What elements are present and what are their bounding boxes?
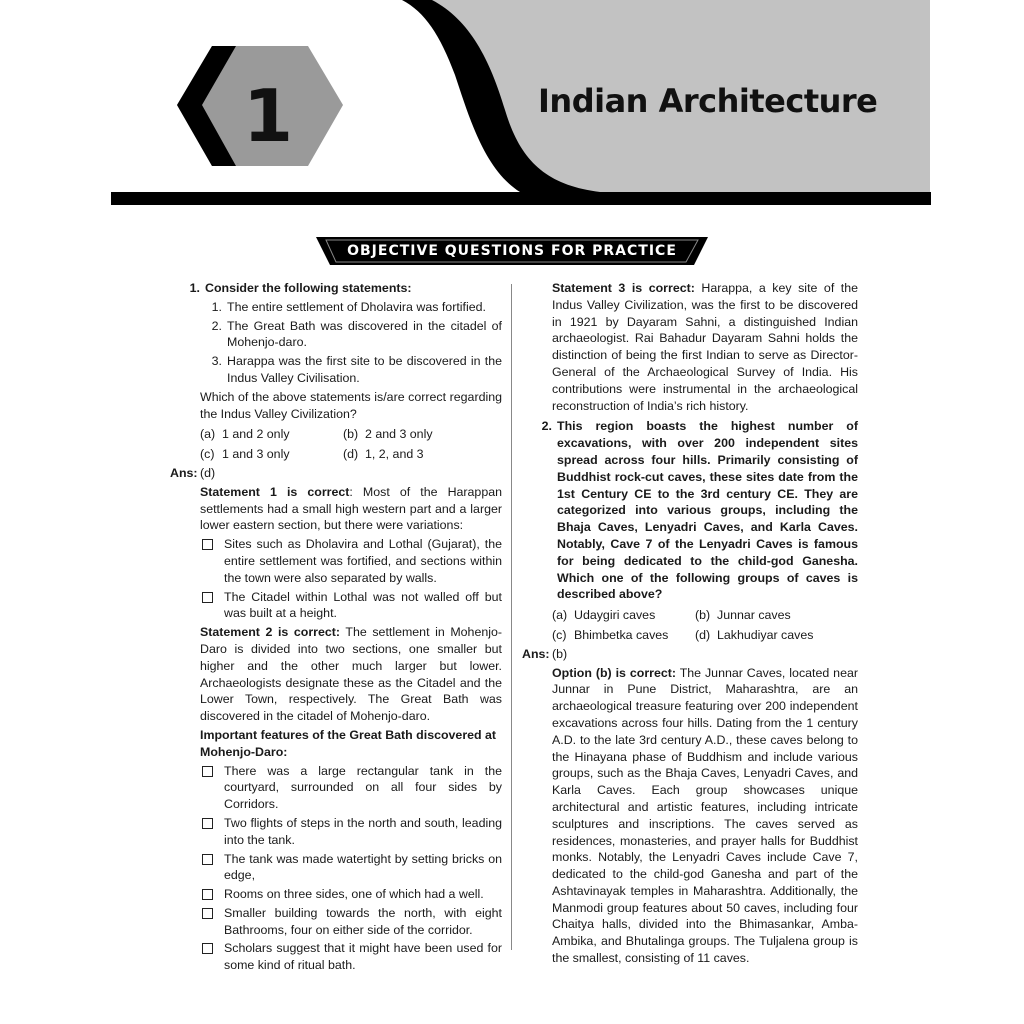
bullet-item: Rooms on three sides, one of which had a well. xyxy=(200,886,502,903)
checkbox-bullet-icon xyxy=(202,592,213,603)
answer xyxy=(522,646,858,663)
option-a: (a) 1 and 2 only xyxy=(200,427,290,442)
options xyxy=(200,426,502,463)
answer-value: (d) xyxy=(200,465,216,480)
right-column xyxy=(522,280,858,967)
bullet-item: The Citadel within Lothal was not walled off but was built at a height. xyxy=(200,589,502,623)
bullet-item: The tank was made watertight by setting bricks on edge, xyxy=(200,851,502,885)
option-b: (b) Junnar caves xyxy=(695,608,791,623)
option-d: (d) 1, 2, and 3 xyxy=(343,447,424,462)
bullet-item: Two flights of steps in the north and south, leading into the tank. xyxy=(200,815,502,849)
question-1 xyxy=(170,280,502,297)
question-number: 1. xyxy=(189,281,200,295)
question-2 xyxy=(522,418,858,603)
checkbox-bullet-icon xyxy=(202,818,213,829)
features-list xyxy=(200,763,502,975)
bullet-item: There was a large rectangular tank in the courtyard, surrounded on all four sides by Corridors. xyxy=(200,763,502,813)
statement-item: 2. The Great Bath was discovered in the citadel of Mohenjo-daro. xyxy=(211,318,502,350)
column-divider xyxy=(511,284,512,950)
question-text: Consider the following statements: xyxy=(205,281,412,295)
explanation-statement-3: Statement 3 is correct: Harappa, a key site of the Indus Valley Civilization, was the first to be discovered in 1921 by Dayaram Sahni, a distinguished Indian archaeologist. Rai Bahadur Dayaram Sahni holds the distinction of being the first Indian to serve as Director-General of the Archaeological Survey of India. His contributions were instrumental in the archaeological reconstruction of India’s rich history. xyxy=(552,281,859,413)
bullet-item: Scholars suggest that it might have been used for some kind of ritual bath. xyxy=(200,940,502,974)
chapter-title: Indian Architecture xyxy=(538,82,878,120)
question-ask: Which of the above statements is/are correct regarding the Indus Valley Civilization? xyxy=(200,389,502,421)
statement-item: 3. Harappa was the first site to be discovered in the Indus Valley Civilisation. xyxy=(211,354,502,385)
checkbox-bullet-icon xyxy=(202,908,213,919)
option-c: (c) Bhimbetka caves xyxy=(552,627,669,642)
options xyxy=(552,607,858,644)
answer xyxy=(170,465,502,482)
features-heading: Important features of the Great Bath discovered at Mohenjo-Daro: xyxy=(200,727,497,759)
checkbox-bullet-icon xyxy=(202,943,213,954)
checkbox-bullet-icon xyxy=(202,854,213,865)
checkbox-bullet-icon xyxy=(202,889,213,900)
header-black-rule xyxy=(111,192,931,205)
section-banner-text: OBJECTIVE QUESTIONS FOR PRACTICE xyxy=(347,243,677,259)
option-c: (c) 1 and 3 only xyxy=(200,447,290,462)
question-number: 2. xyxy=(541,419,552,434)
answer-label: Ans: xyxy=(170,465,198,480)
bullet-item: Smaller building towards the north, with eight Bathrooms, four on either side of the corridor. xyxy=(200,905,502,939)
explanation-statement-2: Statement 2 is correct: The settlement in Mohenjo-Daro is divided into two sections, one smaller but higher and the other much larger but lower. Archaeologists designate these as the Citadel and the Lower Town, respectively. The Great Bath was discovered in the citadel of Mohenjo-daro. xyxy=(200,625,503,724)
answer-value: (b) xyxy=(552,646,568,661)
option-a: (a) Udaygiri caves xyxy=(552,608,656,623)
explanation-option-b: Option (b) is correct: The Junnar Caves, located near Junnar in Pune District, Maharashtra, are an archaeological treasure featuring over 200 independent excavations across four hills. Dating from the 1 century A.D. to the late 3rd century A.D., these caves belong to the Hinayana phase of Buddhism and include various groups, such as the Bhaja Caves, Lenyadri Caves, and Karla Caves. Each group showcases unique architectural and artistic features, including intricate sculptures and inscriptions. The caves served as residences, monasteries, and prayer halls for Buddhist monks. Notably, the Lenyadri Caves include Cave 7, dedicated to the child-god Ganesha and part of the Ashtavinayak temples in Maharashtra. Additionally, the Manmodi group features about 50 caves, including four Chaitya halls, divided into the Bhimasankar, Amba-Ambika, and Bhutalinga groups. The Tuljalena group is the smallest, consisting of 11 caves. xyxy=(552,665,858,966)
explanation-statement-1: Statement 1 is correct: Most of the Harappan settlements had a small high western part and a larger lower eastern section, but there were variations: xyxy=(200,484,502,533)
answer-label: Ans: xyxy=(522,646,550,661)
option-d: (d) Lakhudiyar caves xyxy=(695,627,814,642)
chapter-number: 1 xyxy=(242,74,294,158)
checkbox-bullet-icon xyxy=(202,539,213,550)
statement-list xyxy=(200,299,502,387)
checkbox-bullet-icon xyxy=(202,766,213,777)
question-text: This region boasts the highest number of excavations, with over 200 independent sites spread across four hills. Primarily consisting of Buddhist rock-cut caves, these sites date from the 1st Century CE to the 3rd century CE. They are categorized into various groups, including the Bhaja Caves, Lenyadri Caves, and Karla Caves. Notably, Cave 7 of the Lenyadri Caves is famous for being dedicated to the child-god Ganesha. Which one of the following groups of caves is described above? xyxy=(557,419,858,602)
statement-item: 1. The entire settlement of Dholavira was fortified. xyxy=(211,299,486,314)
bullet-list xyxy=(200,536,502,622)
option-b: (b) 2 and 3 only xyxy=(343,427,433,442)
bullet-item: Sites such as Dholavira and Lothal (Gujarat), the entire settlement was fortified, and sections within the town were also separated by walls. xyxy=(200,536,502,586)
left-column xyxy=(170,280,502,976)
